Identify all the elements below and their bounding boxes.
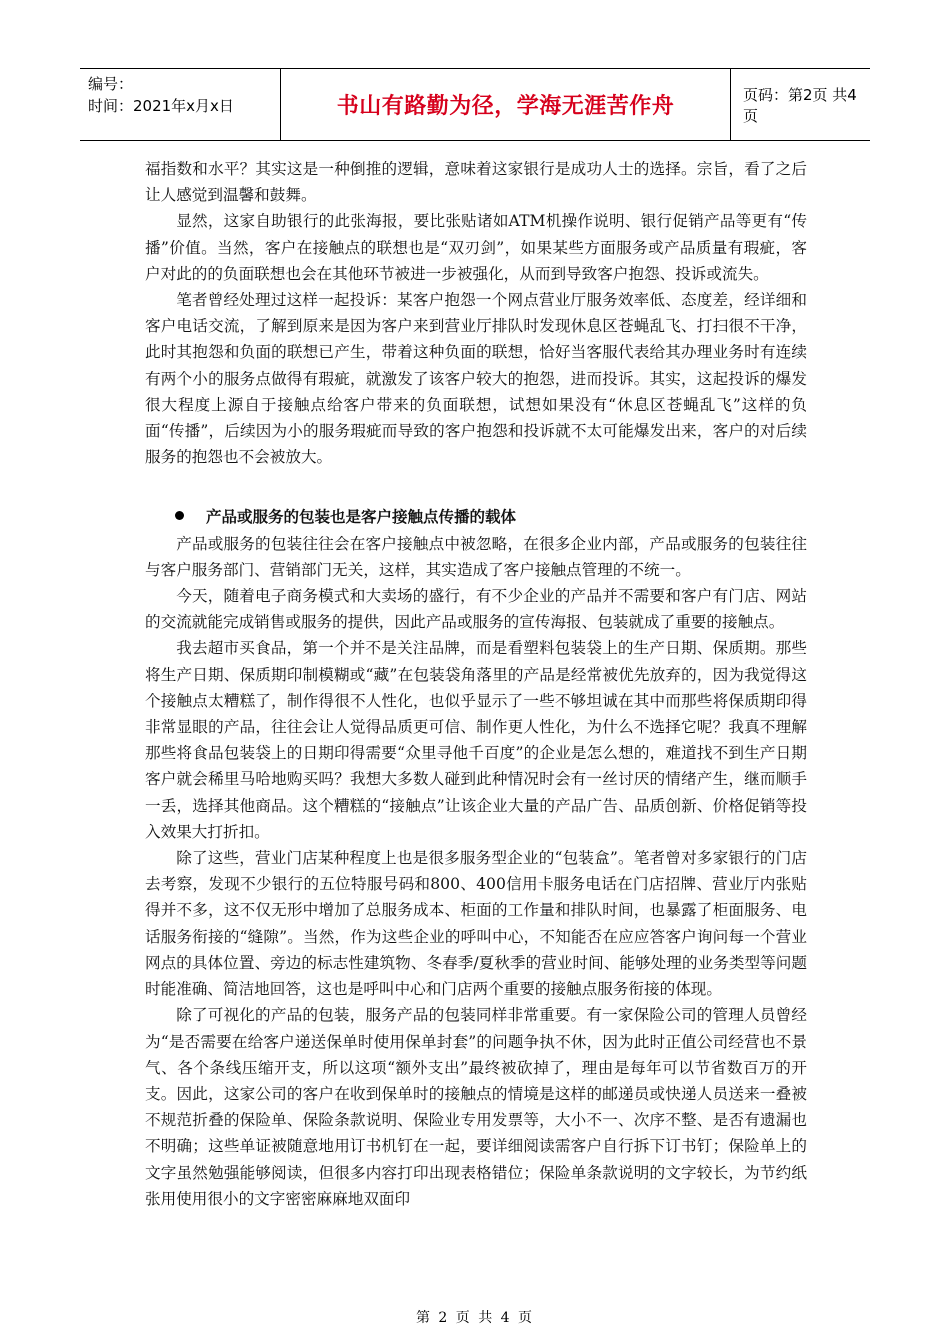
bullet-icon <box>175 511 184 520</box>
spacer <box>145 470 807 496</box>
header-meta <box>80 69 280 140</box>
number-label: 编号： <box>88 75 134 93</box>
paragraph: 笔者曾经处理过这样一起投诉：某客户抱怨一个网点营业厅服务效率低、态度差，经详细和客户电话交流，了解到原来是因为客户来到营业厅排队时发现休息区苍蝇乱飞、打扫很不干净，此时其抱怨和负面的联想已产生，带着这种负面的联想，恰好当客服代表给其办理业务时有连续有两个小的服务点做得有瑕疵，就激发了该客户较大的抱怨，进而投诉。其实，这起投诉的爆发很大程度上源自于接触点给客户带来的负面联想，试想如果没有“休息区苍蝇乱飞”这样的负面“传播”，后续因为小的服务瑕疵而导致的客户抱怨和投诉就不太可能爆发出来，客户的对后续服务的抱怨也不会被放大。 <box>145 291 807 467</box>
page-header <box>80 68 870 141</box>
paragraph: 我去超市买食品，第一个并不是关注品牌，而是看塑料包装袋上的生产日期、保质期。那些将生产日期、保质期印制模糊或“藏”在包装袋角落里的产品是经常被优先放弃的，因为我觉得这个接触点太糟糕了，制作得很不人性化，也似乎显示了一些不够坦诚在其中而那些将保质期印得非常显眼的产品，往往会让人觉得品质更可信、制作更人性化，为什么不选择它呢？我真不理解那些将食品包装袋上的日期印得需要“众里寻他千百度”的企业是怎么想的，难道找不到生产日期客户就会稀里马哈地购买吗？我想大多数人碰到此种情况时会有一丝讨厌的情绪产生，继而顺手一丢，选择其他商品。这个糟糕的“接触点”让该企业大量的产品广告、品质创新、价格促销等投入效果大打折扣。 <box>145 639 807 841</box>
page-footer: 第 2 页 共 4 页 <box>415 1310 535 1326</box>
time-label: 时间：2021年x月x日 <box>88 97 234 115</box>
paragraph: 显然，这家自助银行的此张海报，要比张贴诸如ATM机操作说明、银行促销产品等更有“传播”价值。当然，客户在接触点的联想也是“双刃剑”，如果某些方面服务或产品质量有瑕疵，客户对此的的负面联想也会在其他环节被进一步被强化，从而到导致客户抱怨、投诉或流失。 <box>145 212 807 283</box>
header-motto: 书山有路勤为径，学海无涯苦作舟 <box>280 69 731 140</box>
paragraph: 福指数和水平？其实这是一种倒推的逻辑，意味着这家银行是成功人士的选择。宗旨，看了之后让人感觉到温馨和鼓舞。 <box>145 160 807 205</box>
section-heading-text: 产品或服务的包装也是客户接触点传播的载体 <box>206 508 517 527</box>
document-body <box>145 156 807 1212</box>
section-heading <box>145 504 807 530</box>
header-page-info: 页码：第2页 共4页 <box>743 85 857 125</box>
paragraph: 除了可视化的产品的包装，服务产品的包装同样非常重要。有一家保险公司的管理人员曾经为“是否需要在给客户递送保单时使用保单封套”的问题争执不休，因为此时正值公司经营也不景气、各个条线压缩开支，所以这项“额外支出”最终被砍掉了，理由是每年可以节省数百万的开支。因此，这家公司的客户在收到保单时的接触点的情境是这样的邮递员或快递人员送来一叠被不规范折叠的保险单、保险条款说明、保险业专用发票等，大小不一、次序不整、是否有遗漏也不明确；这些单证被随意地用订书机钉在一起，要详细阅读需客户自行拆下订书钉；保险单上的文字虽然勉强能够阅读，但很多内容打印出现表格错位；保险单条款说明的文字较长，为节约纸张用使用很小的文字密密麻麻地双面印 <box>145 1006 807 1208</box>
paragraph: 产品或服务的包装往往会在客户接触点中被忽略，在很多企业内部，产品或服务的包装往往与客户服务部门、营销部门无关，这样，其实造成了客户接触点管理的不统一。 <box>145 534 807 579</box>
paragraph: 除了这些，营业门店某种程度上也是很多服务型企业的“包装盒”。笔者曾对多家银行的门店去考察，发现不少银行的五位特服号码和800、400信用卡服务电话在门店招牌、营业厅内张贴得并不多，这不仅无形中增加了总服务成本、柜面的工作量和排队时间，也暴露了柜面服务、电话服务衔接的“缝隙”。当然，作为这些企业的呼叫中心，不知能否在应应答客户询问每一个营业网点的具体位置、旁边的标志性建筑物、冬春季/夏秋季的营业时间、能够处理的业务类型等问题时能准确、简洁地回答，这也是呼叫中心和门店两个重要的接触点服务衔接的体现。 <box>145 849 807 999</box>
paragraph: 今天，随着电子商务模式和大卖场的盛行，有不少企业的产品并不需要和客户有门店、网站的交流就能完成销售或服务的提供，因此产品或服务的宣传海报、包装就成了重要的接触点。 <box>145 587 807 632</box>
